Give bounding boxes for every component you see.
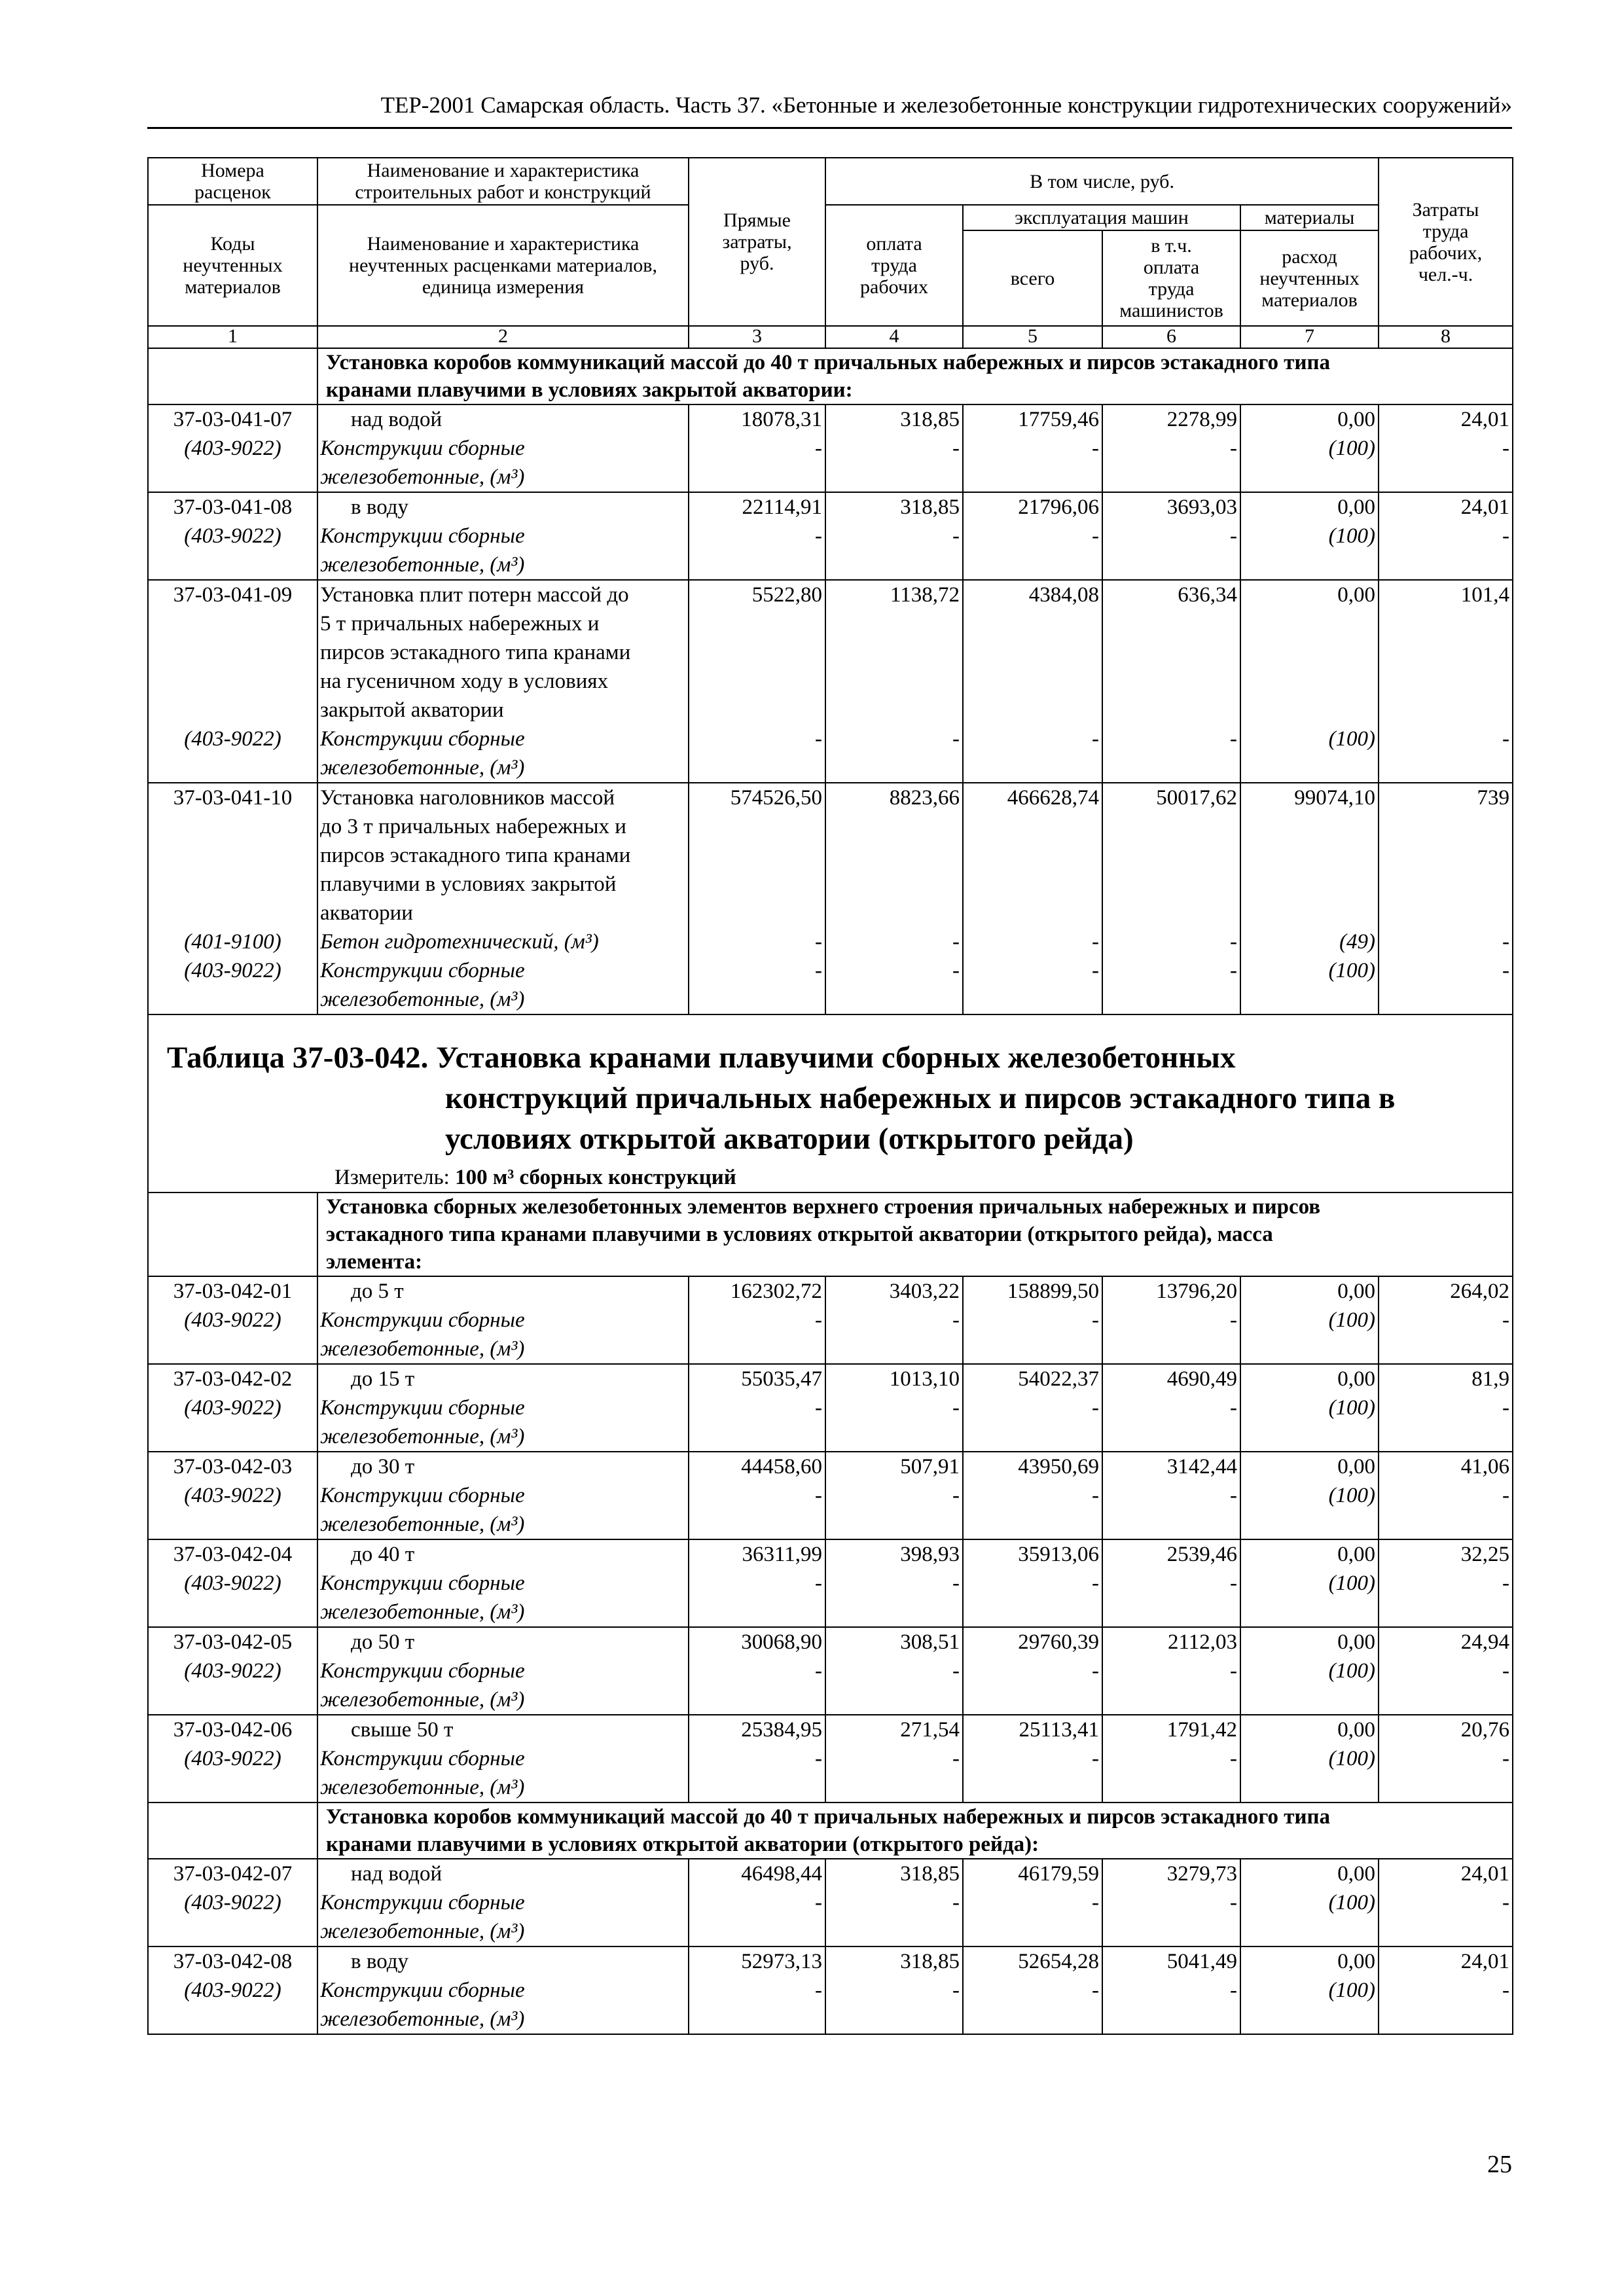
group-heading: Установка коробов коммуникаций массой до 40 т причальных набережных и пирсов эстакадного типа кранами плавучими в условиях закрытой акватории: [317, 348, 1513, 404]
head-work-name: Наименование и характеристика строительных работ и конструкций [317, 158, 689, 205]
rate-name: над водой Конструкции сборные железобетонные, (м³) [317, 1859, 689, 1946]
materials: 0,00 (100) [1240, 1946, 1379, 2034]
machines-total: 4384,08 - [963, 580, 1102, 783]
column-index: 8 [1379, 326, 1513, 348]
worker-pay: 318,85 - [825, 492, 963, 580]
materials: 0,00 (100) [1240, 580, 1379, 783]
head-direct-costs: Прямые затраты, руб. [689, 158, 825, 326]
head-material-use: расход неучтенных материалов [1240, 230, 1379, 326]
rate-name: до 40 т Конструкции сборные железобетонные, (м³) [317, 1539, 689, 1627]
labor-hours: 264,02 - [1379, 1276, 1513, 1364]
direct-costs: 55035,47 - [689, 1364, 825, 1452]
rate-name: до 15 т Конструкции сборные железобетонные, (м³) [317, 1364, 689, 1452]
direct-costs: 52973,13 - [689, 1946, 825, 2034]
rate-code: 37-03-041-08 (403-9022) [148, 492, 317, 580]
operator-pay: 3279,73 - [1102, 1859, 1240, 1946]
labor-hours: 24,01 - [1379, 1946, 1513, 2034]
table-row [148, 1859, 1513, 1946]
machines-total: 158899,50 - [963, 1276, 1102, 1364]
worker-pay: 3403,22 - [825, 1276, 963, 1364]
machines-total: 46179,59 - [963, 1859, 1102, 1946]
direct-costs: 5522,80 - [689, 580, 825, 783]
operator-pay: 2278,99 - [1102, 404, 1240, 492]
column-index: 7 [1240, 326, 1379, 348]
machines-total: 35913,06 - [963, 1539, 1102, 1627]
materials: 0,00 (100) [1240, 1715, 1379, 1803]
group-heading: Установка коробов коммуникаций массой до 40 т причальных набережных и пирсов эстакадного типа кранами плавучими в условиях открытой акватории (открытого рейда): [317, 1803, 1513, 1859]
labor-hours: 24,94 - [1379, 1627, 1513, 1715]
materials: 0,00 (100) [1240, 1859, 1379, 1946]
worker-pay: 1013,10 - [825, 1364, 963, 1452]
group-heading-row [148, 348, 1513, 404]
labor-hours: 32,25 - [1379, 1539, 1513, 1627]
direct-costs: 25384,95 - [689, 1715, 825, 1803]
head-rate-numbers: Номера расценок [148, 158, 317, 205]
rate-code: 37-03-042-03 (403-9022) [148, 1452, 317, 1539]
table-row [148, 783, 1513, 1014]
rate-code: 37-03-042-04 (403-9022) [148, 1539, 317, 1627]
head-row-1 [148, 158, 1513, 205]
materials: 0,00 (100) [1240, 1627, 1379, 1715]
machines-total: 17759,46 - [963, 404, 1102, 492]
column-index: 5 [963, 326, 1102, 348]
rate-name: в воду Конструкции сборные железобетонные, (м³) [317, 492, 689, 580]
header-rule [147, 127, 1512, 129]
operator-pay: 2539,46 - [1102, 1539, 1240, 1627]
worker-pay: 398,93 - [825, 1539, 963, 1627]
machines-total: 25113,41 - [963, 1715, 1102, 1803]
direct-costs: 30068,90 - [689, 1627, 825, 1715]
operator-pay: 3142,44 - [1102, 1452, 1240, 1539]
direct-costs: 162302,72 - [689, 1276, 825, 1364]
head-worker-pay: оплата труда рабочих [825, 205, 963, 326]
labor-hours: 739 - - [1379, 783, 1513, 1014]
rate-code: 37-03-042-05 (403-9022) [148, 1627, 317, 1715]
worker-pay: 318,85 - [825, 404, 963, 492]
machines-total: 21796,06 - [963, 492, 1102, 580]
table-row [148, 580, 1513, 783]
machines-total: 29760,39 - [963, 1627, 1102, 1715]
machines-total: 54022,37 - [963, 1364, 1102, 1452]
column-index: 2 [317, 326, 689, 348]
table-title-block [148, 1014, 1513, 1193]
direct-costs: 44458,60 - [689, 1452, 825, 1539]
materials: 0,00 (100) [1240, 492, 1379, 580]
labor-hours: 81,9 - [1379, 1364, 1513, 1452]
head-materials: материалы [1240, 205, 1379, 230]
labor-hours: 24,01 - [1379, 492, 1513, 580]
rate-name: до 5 т Конструкции сборные железобетонные, (м³) [317, 1276, 689, 1364]
labor-hours: 24,01 - [1379, 404, 1513, 492]
operator-pay: 2112,03 - [1102, 1627, 1240, 1715]
table-row [148, 1364, 1513, 1452]
worker-pay: 318,85 - [825, 1946, 963, 2034]
head-labor: Затраты труда рабочих, чел.-ч. [1379, 158, 1513, 326]
table-row [148, 1452, 1513, 1539]
worker-pay: 8823,66 - - [825, 783, 963, 1014]
table-title: Таблица 37-03-042. Установка кранами плавучими сборных железобетонных конструкций причальных набережных и пирсов эстакадного типа в условиях открытой акватории (открытого рейда) [167, 1041, 1396, 1156]
operator-pay: 636,34 - [1102, 580, 1240, 783]
rate-name: в воду Конструкции сборные железобетонные, (м³) [317, 1946, 689, 2034]
head-machines: эксплуатация машин [963, 205, 1240, 230]
materials: 0,00 (100) [1240, 1364, 1379, 1452]
table-row [148, 492, 1513, 580]
table-row [148, 1715, 1513, 1803]
column-index: 4 [825, 326, 963, 348]
rate-code: 37-03-042-01 (403-9022) [148, 1276, 317, 1364]
head-material-names: Наименование и характеристика неучтенных расценками материалов, единица измерения [317, 205, 689, 326]
worker-pay: 308,51 - [825, 1627, 963, 1715]
machines-total: 52654,28 - [963, 1946, 1102, 2034]
head-including: В том числе, руб. [825, 158, 1379, 205]
direct-costs: 36311,99 - [689, 1539, 825, 1627]
group-heading: Установка сборных железобетонных элементов верхнего строения причальных набережных и пирсов эстакадного типа кранами плавучими в условиях открытой акватории (открытого рейда), масса элемента: [317, 1193, 1513, 1276]
head-material-codes: Коды неучтенных материалов [148, 205, 317, 326]
rate-code: 37-03-042-08 (403-9022) [148, 1946, 317, 2034]
column-index-row [148, 326, 1513, 348]
rate-code: 37-03-042-07 (403-9022) [148, 1859, 317, 1946]
direct-costs: 46498,44 - [689, 1859, 825, 1946]
head-operator-pay: в т.ч. оплата труда машинистов [1102, 230, 1240, 326]
machines-total: 466628,74 - - [963, 783, 1102, 1014]
operator-pay: 13796,20 - [1102, 1276, 1240, 1364]
table-row [148, 1627, 1513, 1715]
labor-hours: 41,06 - [1379, 1452, 1513, 1539]
rate-name: Установка плит потерн массой до 5 т причальных набережных и пирсов эстакадного типа кранами на гусеничном ходу в условиях закрытой акватории Конструкции сборные железобетонные, (м³) [317, 580, 689, 783]
rates-table [147, 157, 1513, 2035]
labor-hours: 101,4 - [1379, 580, 1513, 783]
column-index: 1 [148, 326, 317, 348]
direct-costs: 22114,91 - [689, 492, 825, 580]
materials: 0,00 (100) [1240, 1539, 1379, 1627]
group-heading-row [148, 1193, 1513, 1276]
page-number: 25 [1487, 2151, 1512, 2178]
materials: 0,00 (100) [1240, 1452, 1379, 1539]
labor-hours: 24,01 - [1379, 1859, 1513, 1946]
table-measure: Измеритель: 100 м³ сборных конструкций [334, 1166, 736, 1189]
column-index: 6 [1102, 326, 1240, 348]
rate-code: 37-03-041-10 (401-9100) (403-9022) [148, 783, 317, 1014]
materials: 0,00 (100) [1240, 1276, 1379, 1364]
table-row [148, 1276, 1513, 1364]
labor-hours: 20,76 - [1379, 1715, 1513, 1803]
table-title-row [148, 1014, 1513, 1193]
column-index: 3 [689, 326, 825, 348]
rate-name: свыше 50 т Конструкции сборные железобетонные, (м³) [317, 1715, 689, 1803]
worker-pay: 1138,72 - [825, 580, 963, 783]
worker-pay: 507,91 - [825, 1452, 963, 1539]
group-heading-row [148, 1803, 1513, 1859]
rate-name: до 50 т Конструкции сборные железобетонные, (м³) [317, 1627, 689, 1715]
operator-pay: 1791,42 - [1102, 1715, 1240, 1803]
rate-name: над водой Конструкции сборные железобетонные, (м³) [317, 404, 689, 492]
direct-costs: 574526,50 - - [689, 783, 825, 1014]
operator-pay: 50017,62 - - [1102, 783, 1240, 1014]
table-row [148, 1946, 1513, 2034]
head-row-2 [148, 205, 1513, 230]
head-machines-total: всего [963, 230, 1102, 326]
materials: 99074,10 (49) (100) [1240, 783, 1379, 1014]
running-header: ТЕР-2001 Самарская область. Часть 37. «Бетонные и железобетонные конструкции гидротехнических сооружений» [380, 92, 1512, 118]
rate-code: 37-03-042-06 (403-9022) [148, 1715, 317, 1803]
worker-pay: 271,54 - [825, 1715, 963, 1803]
machines-total: 43950,69 - [963, 1452, 1102, 1539]
table-row [148, 404, 1513, 492]
rate-code: 37-03-041-07 (403-9022) [148, 404, 317, 492]
rate-name: Установка наголовников массой до 3 т причальных набережных и пирсов эстакадного типа кранами плавучими в условиях закрытой акватории Бетон гидротехнический, (м³) Конструкции сборные железобетонные, (м³) [317, 783, 689, 1014]
materials: 0,00 (100) [1240, 404, 1379, 492]
worker-pay: 318,85 - [825, 1859, 963, 1946]
table-row [148, 1539, 1513, 1627]
operator-pay: 4690,49 - [1102, 1364, 1240, 1452]
rate-code: 37-03-041-09 (403-9022) [148, 580, 317, 783]
direct-costs: 18078,31 - [689, 404, 825, 492]
rate-name: до 30 т Конструкции сборные железобетонные, (м³) [317, 1452, 689, 1539]
operator-pay: 3693,03 - [1102, 492, 1240, 580]
operator-pay: 5041,49 - [1102, 1946, 1240, 2034]
rate-code: 37-03-042-02 (403-9022) [148, 1364, 317, 1452]
